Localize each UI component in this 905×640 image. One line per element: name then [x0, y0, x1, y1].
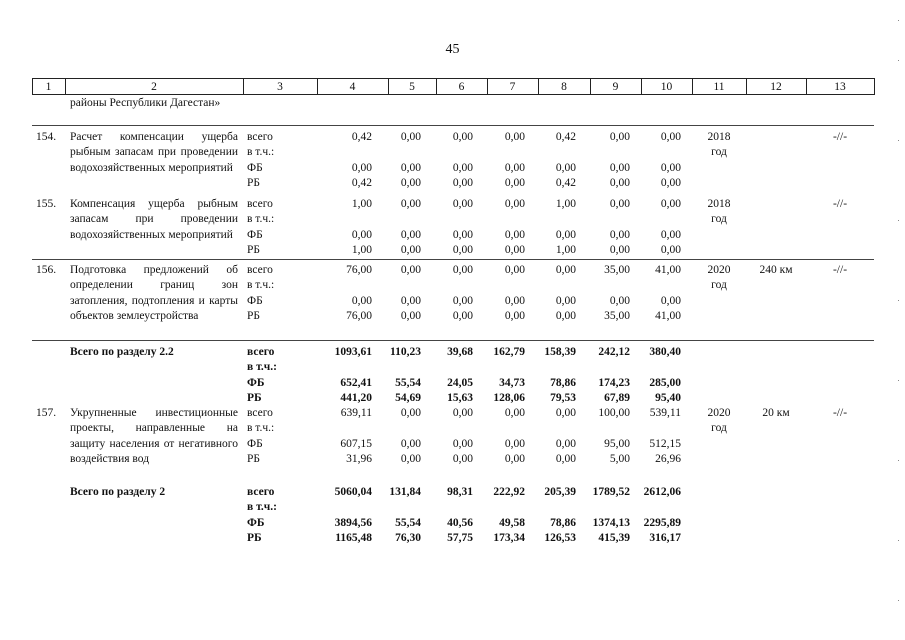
amount-value: 0,00: [452, 453, 473, 466]
amount-value: 126,53: [544, 532, 576, 545]
funding-type-label: всего: [247, 264, 273, 276]
scan-mark: [898, 460, 899, 461]
amount-value: 0,00: [555, 453, 576, 466]
amount-value: 205,39: [544, 486, 576, 498]
amount-value: 79,53: [550, 392, 576, 405]
row-number: 156.: [36, 264, 57, 276]
amount-value: 26,96: [655, 453, 681, 466]
funding-type-label: РБ: [247, 532, 262, 545]
implementation-year: год: [711, 279, 727, 292]
amount-value: 0,00: [452, 264, 473, 276]
amount-value: 40,56: [447, 516, 473, 529]
amount-value: 0,00: [452, 310, 473, 323]
amount-value: 0,00: [452, 228, 473, 241]
amount-value: 1374,13: [592, 516, 630, 529]
amount-value: 0,00: [400, 437, 421, 450]
implementation-year: 2020: [707, 407, 731, 419]
scan-mark: [898, 540, 899, 541]
implementation-year: год: [711, 213, 727, 226]
amount-value: 0,00: [660, 131, 681, 143]
column-header: 4: [349, 81, 356, 93]
amount-value: 222,92: [493, 486, 525, 498]
funding-type-label: в т.ч.:: [247, 501, 277, 514]
amount-value: 0,00: [609, 177, 630, 190]
amount-value: 0,00: [400, 264, 421, 276]
scan-mark: [898, 220, 899, 221]
amount-value: 242,12: [598, 346, 630, 358]
amount-value: 0,00: [504, 161, 525, 174]
amount-value: 0,00: [660, 294, 681, 307]
column-header: 10: [660, 81, 673, 93]
amount-value: 55,54: [395, 516, 421, 529]
amount-value: 0,00: [452, 407, 473, 419]
column-header: 3: [277, 81, 283, 93]
amount-value: 0,00: [452, 131, 473, 143]
implementation-year: 2018: [707, 131, 731, 143]
row-description: Укрупненные инвестиционные проекты, направленные на защиту населения от негативного воздействия вод: [70, 407, 238, 466]
amount-value: 39,68: [447, 346, 473, 358]
funding-type-label: ФБ: [247, 294, 263, 307]
row-description: Всего по разделу 2.2: [70, 346, 174, 358]
amount-value: 0,42: [351, 131, 372, 143]
amount-value: 0,00: [452, 244, 473, 257]
executor-note: -//-: [832, 264, 848, 276]
amount-value: 0,00: [351, 294, 372, 307]
amount-value: 0,00: [609, 228, 630, 241]
amount-value: 2612,06: [643, 486, 681, 498]
amount-value: 0,00: [609, 244, 630, 257]
amount-value: 0,00: [504, 198, 525, 210]
amount-value: 0,42: [555, 177, 576, 190]
column-header: 9: [612, 81, 619, 93]
amount-value: 0,00: [351, 161, 372, 174]
amount-value: 0,42: [351, 177, 372, 190]
amount-value: 0,00: [400, 177, 421, 190]
amount-value: 0,42: [555, 131, 576, 143]
amount-value: 0,00: [555, 310, 576, 323]
implementation-year: год: [711, 422, 727, 435]
column-header: 13: [834, 81, 846, 93]
amount-value: 0,00: [504, 294, 525, 307]
funding-type-label: РБ: [247, 244, 260, 257]
amount-value: 1,00: [351, 244, 372, 257]
amount-value: 41,00: [655, 310, 681, 323]
amount-value: 0,00: [400, 407, 421, 419]
amount-value: 0,00: [400, 161, 421, 174]
amount-value: 0,00: [660, 244, 681, 257]
amount-value: 1,00: [351, 198, 372, 210]
amount-value: 131,84: [389, 486, 421, 498]
amount-value: 607,15: [340, 437, 372, 450]
row-separator: [32, 340, 874, 341]
funding-type-label: всего: [247, 131, 273, 143]
funding-type-label: ФБ: [247, 437, 263, 450]
project-length: 20 км: [762, 407, 790, 419]
amount-value: 76,30: [395, 532, 421, 545]
amount-value: 285,00: [649, 376, 681, 389]
scan-mark: [898, 140, 899, 141]
amount-value: 0,00: [555, 437, 576, 450]
funding-type-label: ФБ: [247, 161, 263, 174]
implementation-year: год: [711, 146, 727, 159]
funding-type-label: всего: [247, 486, 275, 498]
amount-value: 0,00: [660, 198, 681, 210]
amount-value: 31,96: [346, 453, 372, 466]
row-separator: [32, 259, 874, 260]
funding-type-label: РБ: [247, 310, 260, 323]
header-bottom-rule: [32, 94, 874, 95]
amount-value: 0,00: [555, 228, 576, 241]
amount-value: 0,00: [400, 294, 421, 307]
amount-value: 100,00: [598, 407, 630, 419]
funding-type-label: ФБ: [247, 228, 263, 241]
amount-value: 0,00: [555, 264, 576, 276]
amount-value: 15,63: [447, 392, 473, 405]
column-header: 5: [409, 81, 415, 93]
amount-value: 512,15: [649, 437, 681, 450]
row-description: Подготовка предложений об определении границ зон затопления, подтопления и карты объектов землеустройства: [70, 264, 238, 323]
amount-value: 316,17: [649, 532, 681, 545]
funding-type-label: в т.ч.:: [247, 279, 275, 292]
executor-note: -//-: [832, 131, 848, 143]
scan-mark: [898, 300, 899, 301]
amount-value: 67,89: [604, 392, 630, 405]
funding-type-label: всего: [247, 407, 273, 419]
amount-value: 0,00: [609, 294, 630, 307]
amount-value: 539,11: [649, 407, 681, 419]
amount-value: 174,23: [598, 376, 630, 389]
amount-value: 57,75: [447, 532, 473, 545]
amount-value: 0,00: [555, 161, 576, 174]
column-header: 1: [45, 81, 52, 93]
amount-value: 1165,48: [335, 532, 372, 545]
row-description: Расчет компенсации ущерба рыбным запасам при проведении водохозяйственных мероприятий: [70, 131, 238, 174]
amount-value: 128,06: [493, 392, 525, 405]
column-header: 7: [509, 81, 516, 93]
amount-value: 0,00: [660, 161, 681, 174]
amount-value: 24,05: [447, 376, 473, 389]
funding-type-label: в т.ч.:: [247, 422, 275, 435]
amount-value: 0,00: [504, 177, 525, 190]
amount-value: 639,11: [340, 407, 372, 419]
amount-value: 0,00: [504, 264, 525, 276]
funding-type-label: РБ: [247, 177, 260, 190]
amount-value: 54,69: [395, 392, 421, 405]
row-description: Компенсация ущерба рыбным запасам при проведении водохозяйственных мероприятий: [70, 198, 238, 241]
amount-value: 76,00: [346, 264, 372, 276]
amount-value: 0,00: [555, 294, 576, 307]
amount-value: 162,79: [493, 346, 525, 358]
scan-mark: [898, 60, 899, 61]
funding-type-label: РБ: [247, 392, 262, 405]
amount-value: 0,00: [609, 161, 630, 174]
amount-value: 0,00: [351, 228, 372, 241]
amount-value: 95,40: [655, 392, 681, 405]
amount-value: 0,00: [609, 131, 630, 143]
executor-note: -//-: [832, 198, 848, 210]
amount-value: 5,00: [609, 453, 630, 466]
amount-value: 652,41: [340, 376, 372, 389]
amount-value: 1093,61: [334, 346, 372, 358]
amount-value: 95,00: [604, 437, 630, 450]
amount-value: 0,00: [400, 198, 421, 210]
row-description: Всего по разделу 2: [70, 486, 166, 498]
row-number: 154.: [36, 131, 57, 143]
row-number: 155.: [36, 198, 57, 210]
column-header: 6: [458, 81, 465, 93]
amount-value: 41,00: [655, 264, 681, 276]
amount-value: 380,40: [649, 346, 681, 358]
implementation-year: 2018: [707, 198, 731, 210]
amount-value: 78,86: [550, 376, 576, 389]
amount-value: 0,00: [555, 407, 576, 419]
column-header: 2: [151, 81, 157, 93]
amount-value: 158,39: [544, 346, 576, 358]
amount-value: 0,00: [660, 228, 681, 241]
amount-value: 0,00: [400, 453, 421, 466]
amount-value: 78,86: [550, 516, 576, 529]
amount-value: 173,34: [493, 532, 525, 545]
project-length: 240 км: [759, 264, 793, 276]
amount-value: 55,54: [395, 376, 421, 389]
amount-value: 3894,56: [334, 516, 372, 529]
scan-mark: [898, 20, 899, 21]
amount-value: 441,20: [340, 392, 372, 405]
column-header: 11: [713, 81, 725, 93]
amount-value: 0,00: [660, 177, 681, 190]
amount-value: 1,00: [555, 198, 576, 210]
row-number: 157.: [36, 407, 57, 419]
funding-type-label: всего: [247, 346, 275, 358]
amount-value: 0,00: [452, 294, 473, 307]
amount-value: 1789,52: [592, 486, 630, 498]
amount-value: 0,00: [400, 244, 421, 257]
amount-value: 0,00: [504, 131, 525, 143]
amount-value: 0,00: [504, 407, 525, 419]
amount-value: 0,00: [504, 453, 525, 466]
header-column-divider: [874, 78, 875, 95]
executor-note: -//-: [832, 407, 848, 419]
implementation-year: 2020: [707, 264, 731, 276]
page-number: 45: [445, 42, 460, 57]
funding-type-label: в т.ч.:: [247, 361, 277, 374]
funding-type-label: всего: [247, 198, 273, 210]
funding-type-label: РБ: [247, 453, 260, 466]
amount-value: 0,00: [400, 131, 421, 143]
amount-value: 35,00: [604, 310, 630, 323]
amount-value: 0,00: [452, 437, 473, 450]
amount-value: 35,00: [604, 264, 630, 276]
amount-value: 49,58: [499, 516, 525, 529]
amount-value: 0,00: [504, 244, 525, 257]
amount-value: 0,00: [504, 437, 525, 450]
amount-value: 76,00: [346, 310, 372, 323]
funding-type-label: в т.ч.:: [247, 213, 275, 226]
scan-mark: [898, 380, 899, 381]
amount-value: 0,00: [400, 310, 421, 323]
amount-value: 1,00: [555, 244, 576, 257]
amount-value: 415,39: [598, 532, 630, 545]
amount-value: 0,00: [400, 228, 421, 241]
funding-type-label: ФБ: [247, 376, 265, 389]
header-top-rule: [32, 78, 874, 79]
column-header: 8: [561, 81, 567, 93]
row-separator: [32, 125, 874, 126]
row-description: районы Республики Дагестан»: [70, 97, 221, 109]
amount-value: 0,00: [504, 228, 525, 241]
amount-value: 34,73: [499, 376, 525, 389]
amount-value: 0,00: [504, 310, 525, 323]
funding-type-label: в т.ч.:: [247, 146, 275, 159]
amount-value: 5060,04: [334, 486, 372, 498]
amount-value: 0,00: [452, 177, 473, 190]
amount-value: 0,00: [452, 198, 473, 210]
amount-value: 110,23: [390, 346, 421, 358]
amount-value: 0,00: [609, 198, 630, 210]
amount-value: 98,31: [447, 486, 473, 498]
column-header: 12: [770, 81, 782, 93]
amount-value: 2295,89: [643, 516, 681, 529]
amount-value: 0,00: [452, 161, 473, 174]
funding-type-label: ФБ: [247, 516, 265, 529]
scan-mark: [898, 600, 899, 601]
